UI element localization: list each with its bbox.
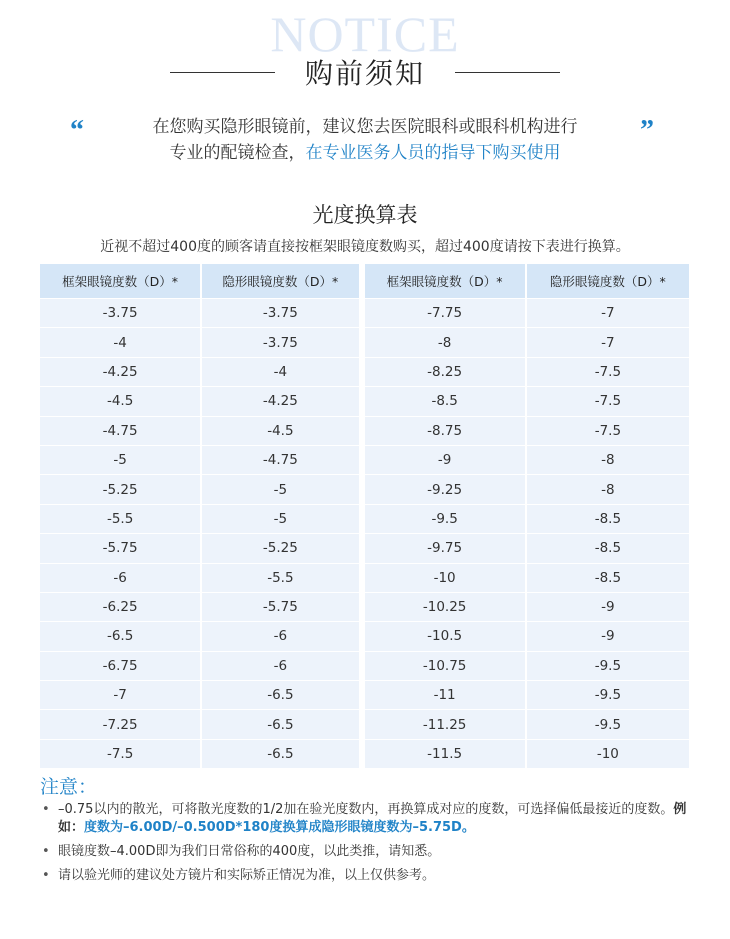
frame-diopter-cell: -7.75 [365, 298, 527, 327]
notes-list [40, 801, 700, 891]
frame-diopter-cell: -8.75 [365, 416, 527, 445]
contact-diopter-cell: -8 [527, 474, 689, 503]
contact-diopter-cell: -7.5 [527, 357, 689, 386]
note-1-text: –0.75以内的散光，可将散光度数的1/2加在验光度数内，再换算成对应的度数，可选择偏低最接近的度数。 [58, 802, 674, 817]
note-1-example-body: 度数为–6.00D/–0.500D*180度换算成隐形眼镜度数为–5.75D。 [84, 820, 475, 835]
frame-diopter-cell: -11.25 [365, 709, 527, 738]
frame-diopter-cell: -8.5 [365, 386, 527, 415]
frame-diopter-cell: -10.5 [365, 621, 527, 650]
notes-title: 注意： [40, 776, 98, 798]
table-row [40, 739, 689, 768]
close-quote-mark: ” [640, 115, 654, 146]
frame-diopter-cell: -9.25 [365, 474, 527, 503]
frame-diopter-cell: -9.75 [365, 533, 527, 562]
conversion-table-subtitle: 近视不超过400度的顾客请直接按框架眼镜度数购买，超过400度请按下表进行换算。 [100, 239, 630, 255]
page-title: 购前须知 [304, 57, 425, 90]
table-row [40, 709, 689, 738]
table-row [40, 445, 689, 474]
note-item-degree: • 眼镜度数–4.00D即为我们日常俗称的400度，以此类推，请知悉。 [40, 843, 700, 861]
contact-diopter-cell: -6 [202, 651, 364, 680]
table-row [40, 563, 689, 592]
frame-diopter-cell: -11 [365, 680, 527, 709]
table-row [40, 357, 689, 386]
frame-diopter-cell: -8.25 [365, 357, 527, 386]
conversion-table-title: 光度换算表 [312, 203, 418, 227]
contact-diopter-cell: -9.5 [527, 651, 689, 680]
contact-diopter-cell: -8.5 [527, 533, 689, 562]
frame-diopter-cell: -8 [365, 327, 527, 356]
intro-paragraph [0, 114, 730, 166]
contact-diopter-cell: -8.5 [527, 563, 689, 592]
frame-diopter-cell: -10 [365, 563, 527, 592]
contact-diopter-cell: -5.75 [202, 592, 364, 621]
contact-diopter-cell: -9.5 [527, 709, 689, 738]
table-row [40, 504, 689, 533]
frame-diopter-cell: -11.5 [365, 739, 527, 768]
table-row [40, 416, 689, 445]
table-row [40, 533, 689, 562]
frame-diopter-cell: -5.75 [40, 533, 202, 562]
contact-diopter-cell: -6.5 [202, 739, 364, 768]
contact-diopter-cell: -9 [527, 621, 689, 650]
frame-diopter-cell: -4 [40, 327, 202, 356]
contact-diopter-cell: -6 [202, 621, 364, 650]
frame-diopter-cell: -7 [40, 680, 202, 709]
frame-diopter-cell: -5.5 [40, 504, 202, 533]
frame-diopter-cell: -6.75 [40, 651, 202, 680]
table-row [40, 327, 689, 356]
frame-diopter-cell: -4.5 [40, 386, 202, 415]
contact-diopter-cell: -6.5 [202, 680, 364, 709]
table-header-row [40, 264, 689, 298]
contact-diopter-cell: -3.75 [202, 298, 364, 327]
frame-diopter-cell: -6.25 [40, 592, 202, 621]
contact-diopter-cell: -4.75 [202, 445, 364, 474]
frame-diopter-cell: -3.75 [40, 298, 202, 327]
note-1-example-label: 例如： [58, 802, 687, 835]
contact-diopter-cell: -5.5 [202, 563, 364, 592]
table-row [40, 474, 689, 503]
header-frame-diopter-1: 框架眼镜度数（D）* [40, 264, 202, 298]
contact-diopter-cell: -8 [527, 445, 689, 474]
contact-diopter-cell: -5 [202, 504, 364, 533]
contact-diopter-cell: -4 [202, 357, 364, 386]
intro-line-2-plain: 专业的配镜检查， [169, 143, 306, 163]
contact-diopter-cell: -10 [527, 739, 689, 768]
open-quote-mark: “ [70, 115, 84, 146]
frame-diopter-cell: -4.25 [40, 357, 202, 386]
title-divider-right [455, 72, 560, 73]
frame-diopter-cell: -5.25 [40, 474, 202, 503]
frame-diopter-cell: -10.25 [365, 592, 527, 621]
contact-diopter-cell: -7.5 [527, 416, 689, 445]
frame-diopter-cell: -10.75 [365, 651, 527, 680]
contact-diopter-cell: -5 [202, 474, 364, 503]
conversion-table [40, 264, 689, 768]
header-contact-diopter-2: 隐形眼镜度数（D）* [527, 264, 689, 298]
table-row [40, 386, 689, 415]
note-item-astigmatism [40, 801, 700, 837]
table-row [40, 592, 689, 621]
header-contact-diopter-1: 隐形眼镜度数（D）* [202, 264, 364, 298]
header-frame-diopter-2: 框架眼镜度数（D）* [365, 264, 527, 298]
frame-diopter-cell: -6.5 [40, 621, 202, 650]
contact-diopter-cell: -7.5 [527, 386, 689, 415]
frame-diopter-cell: -4.75 [40, 416, 202, 445]
intro-line-1: 在您购买隐形眼镜前，建议您去医院眼科或眼科机构进行 [152, 117, 578, 137]
table-row [40, 651, 689, 680]
frame-diopter-cell: -7.25 [40, 709, 202, 738]
contact-diopter-cell: -9 [527, 592, 689, 621]
frame-diopter-cell: -6 [40, 563, 202, 592]
table-row [40, 621, 689, 650]
contact-diopter-cell: -4.5 [202, 416, 364, 445]
contact-diopter-cell: -7 [527, 327, 689, 356]
frame-diopter-cell: -9 [365, 445, 527, 474]
contact-diopter-cell: -3.75 [202, 327, 364, 356]
frame-diopter-cell: -7.5 [40, 739, 202, 768]
frame-diopter-cell: -5 [40, 445, 202, 474]
contact-diopter-cell: -5.25 [202, 533, 364, 562]
frame-diopter-cell: -9.5 [365, 504, 527, 533]
table-row [40, 298, 689, 327]
table-row [40, 680, 689, 709]
contact-diopter-cell: -9.5 [527, 680, 689, 709]
contact-diopter-cell: -4.25 [202, 386, 364, 415]
note-item-disclaimer: • 请以验光师的建议处方镜片和实际矫正情况为准，以上仅供参考。 [40, 867, 700, 885]
contact-diopter-cell: -8.5 [527, 504, 689, 533]
contact-diopter-cell: -6.5 [202, 709, 364, 738]
table-body [40, 298, 689, 768]
contact-diopter-cell: -7 [527, 298, 689, 327]
notice-watermark: NOTICE [270, 6, 460, 62]
title-row [0, 50, 730, 94]
intro-line-2 [0, 140, 730, 166]
intro-line-2-highlight: 在专业医务人员的指导下购买使用 [305, 143, 561, 163]
